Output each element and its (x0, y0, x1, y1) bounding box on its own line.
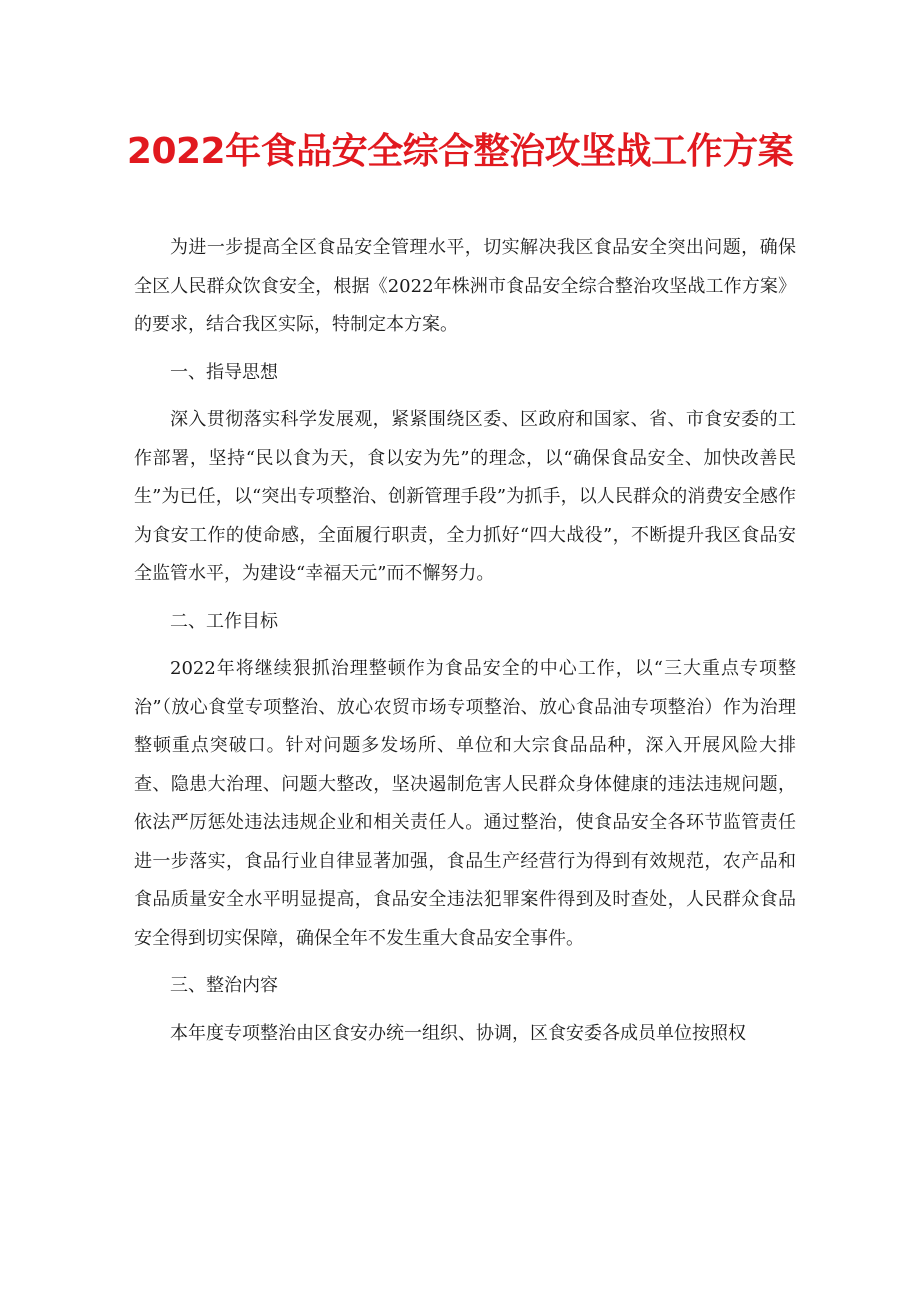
rectification-content-paragraph: 本年度专项整治由区食安办统一组织、协调，区食安委各成员单位按照权 (170, 1022, 746, 1044)
section-heading-guiding-ideology: 一、指导思想 (170, 361, 278, 383)
section-heading-rectification-content: 三、整治内容 (170, 975, 278, 996)
work-goals-paragraph: 2022年将继续狠抓治理整顿作为食品安全的中心工作，以“三大重点专项整治”（放心食堂专项整治、放心农贸市场专项整治、放心食品油专项整治）作为治理整顿重点突破口。针对问题多发场所、单位和大宗食品品种，深入开展风险大排查、隐患大治理、问题大整改，坚决遏制危害人民群众身体健康的违法违规问题，依法严厉惩处违法违规企业和相关责任人。通过整治，使食品安全各环节监管责任进一步落实，食品行业自律显著加强，食品生产经营行为得到有效规范，农产品和食品质量安全水平明显提高，食品安全违法犯罪案件得到及时查处，人民群众食品安全得到切实保障，确保全年不发生重大食品安全事件。 (134, 658, 796, 949)
guiding-ideology-paragraph: 深入贯彻落实科学发展观，紧紧围绕区委、区政府和国家、省、市食安委的工作部署，坚持“民以食为天，食以安为先”的理念，以“确保食品安全、加快改善民生”为已任，以“突出专项整治、创新管理手段”为抓手，以人民群众的消费安全感作为食安工作的使命感，全面履行职责，全力抓好“四大战役”，不断提升我区食品安全监管水平，为建设“幸福天元”而不懈努力。 (134, 409, 796, 584)
section-heading-work-goals: 二、工作目标 (170, 610, 278, 632)
document-body (134, 229, 796, 1062)
document-title: 2022年食品安全综合整治攻坚战工作方案 (126, 131, 794, 172)
intro-paragraph: 为进一步提高全区食品安全管理水平，切实解决我区食品安全突出问题，确保全区人民群众饮食安全，根据《2022年株洲市食品安全综合整治攻坚战工作方案》的要求，结合我区实际，特制定本方案。 (134, 237, 796, 335)
